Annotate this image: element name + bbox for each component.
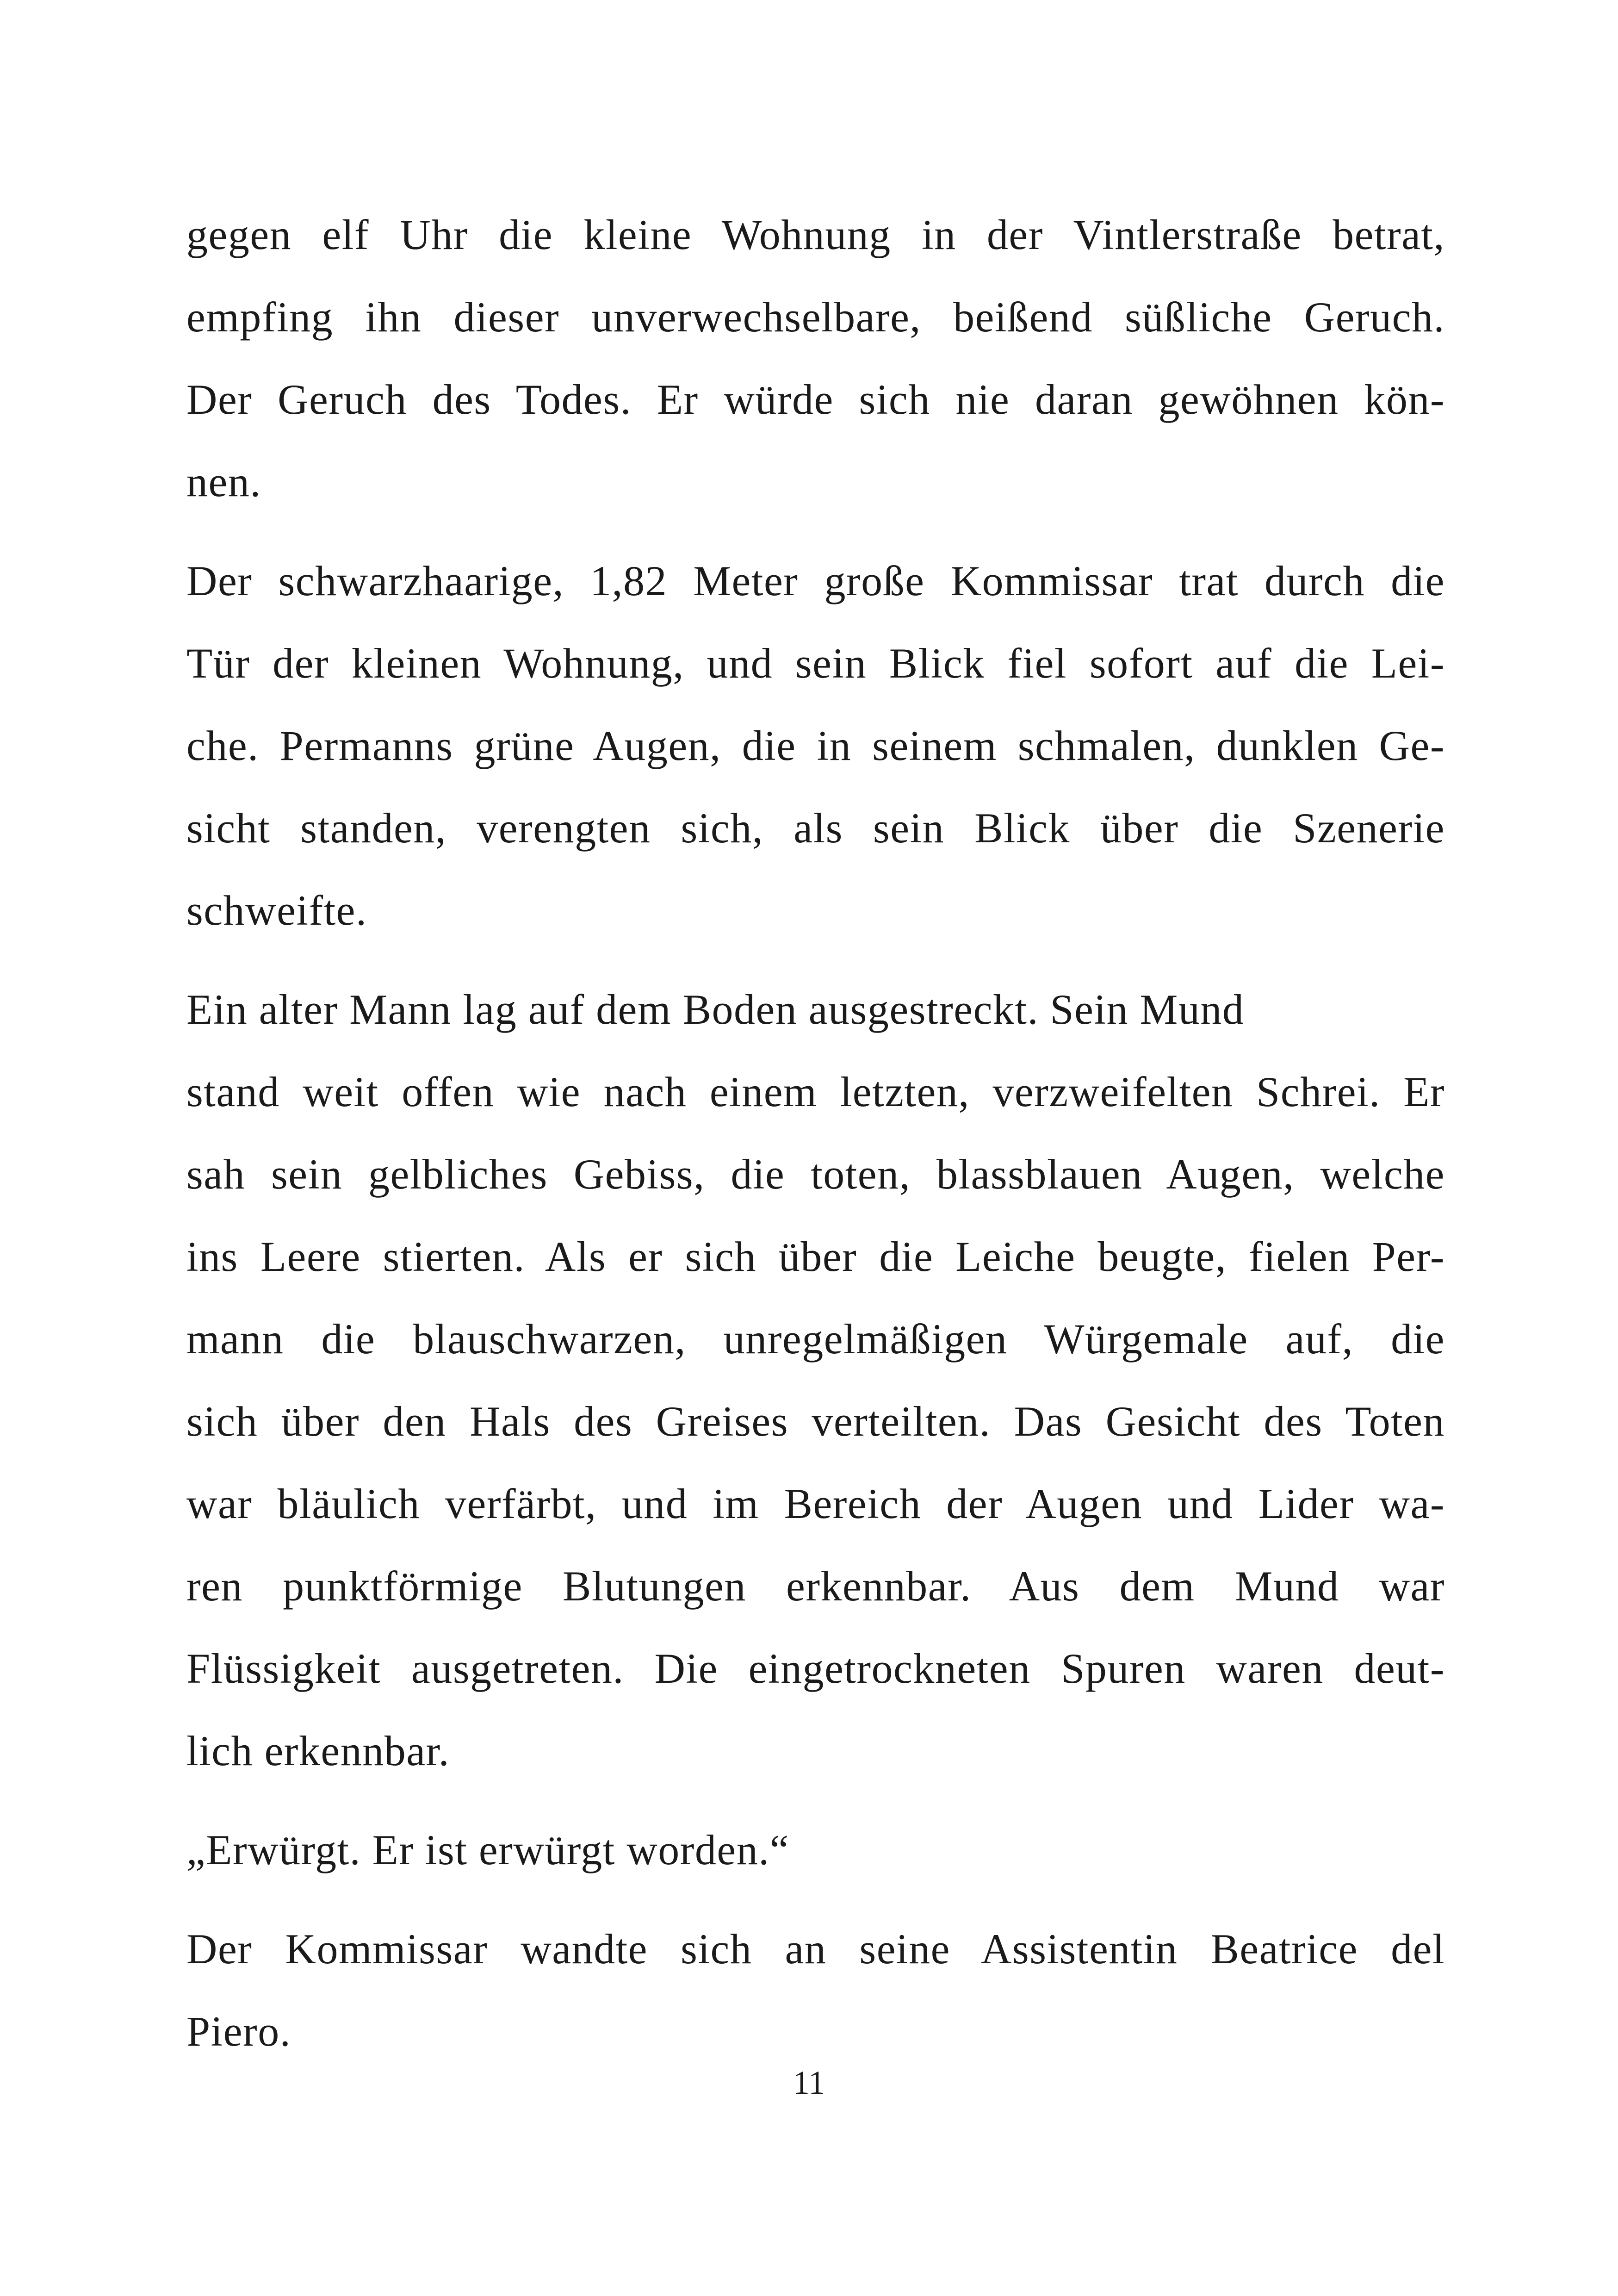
text-line: sich über den Hals des Greises verteilten. Das Gesicht des Toten bbox=[186, 1398, 1445, 1445]
text-line: Flüssigkeit ausgetreten. Die eingetrockneten Spuren waren deut- bbox=[186, 1645, 1445, 1692]
text-line: Tür der kleinen Wohnung, und sein Blick fiel sofort auf die Lei- bbox=[186, 640, 1445, 687]
paragraph bbox=[186, 1809, 1445, 1891]
text-line: schweifte. bbox=[186, 887, 367, 934]
text-line: „Erwürgt. Er ist erwürgt worden.“ bbox=[186, 1826, 790, 1873]
text-line: Piero. bbox=[186, 2008, 291, 2055]
body-text bbox=[186, 193, 1445, 2089]
text-line: empfing ihn dieser unverwechselbare, beißend süßliche Geruch. bbox=[186, 293, 1445, 341]
paragraph bbox=[186, 968, 1445, 1792]
text-line: mann die blauschwarzen, unregelmäßigen Würgemale auf, die bbox=[186, 1315, 1445, 1363]
text-line: sah sein gelbliches Gebiss, die toten, blassblauen Augen, welche bbox=[186, 1151, 1445, 1198]
text-line: Der schwarzhaarige, 1,82 Meter große Kommissar trat durch die bbox=[186, 557, 1445, 604]
text-line: lich erkennbar. bbox=[186, 1727, 450, 1774]
paragraph bbox=[186, 1908, 1445, 2072]
paragraph bbox=[186, 193, 1445, 523]
text-line: gegen elf Uhr die kleine Wohnung in der Vintlerstraße betrat, bbox=[186, 211, 1445, 258]
text-line: Der Kommissar wandte sich an seine Assistentin Beatrice del bbox=[186, 1925, 1445, 1972]
text-line: sicht standen, verengten sich, als sein Blick über die Szenerie bbox=[186, 804, 1445, 852]
text-line: che. Permanns grüne Augen, die in seinem schmalen, dunklen Ge- bbox=[186, 722, 1445, 769]
text-line: ren punktförmige Blutungen erkennbar. Aus dem Mund war bbox=[186, 1562, 1445, 1610]
text-line: Der Geruch des Todes. Er würde sich nie daran gewöhnen kön- bbox=[186, 376, 1445, 423]
text-line: nen. bbox=[186, 458, 261, 505]
text-line: Ein alter Mann lag auf dem Boden ausgestreckt. Sein Mund bbox=[186, 986, 1245, 1033]
text-line: war bläulich verfärbt, und im Bereich der Augen und Lider wa- bbox=[186, 1480, 1445, 1527]
paragraph bbox=[186, 540, 1445, 952]
text-line: stand weit offen wie nach einem letzten, verzweifelten Schrei. Er bbox=[186, 1068, 1445, 1115]
page-number: 11 bbox=[793, 2064, 825, 2101]
text-line: ins Leere stierten. Als er sich über die Leiche beugte, fielen Per- bbox=[186, 1233, 1445, 1280]
